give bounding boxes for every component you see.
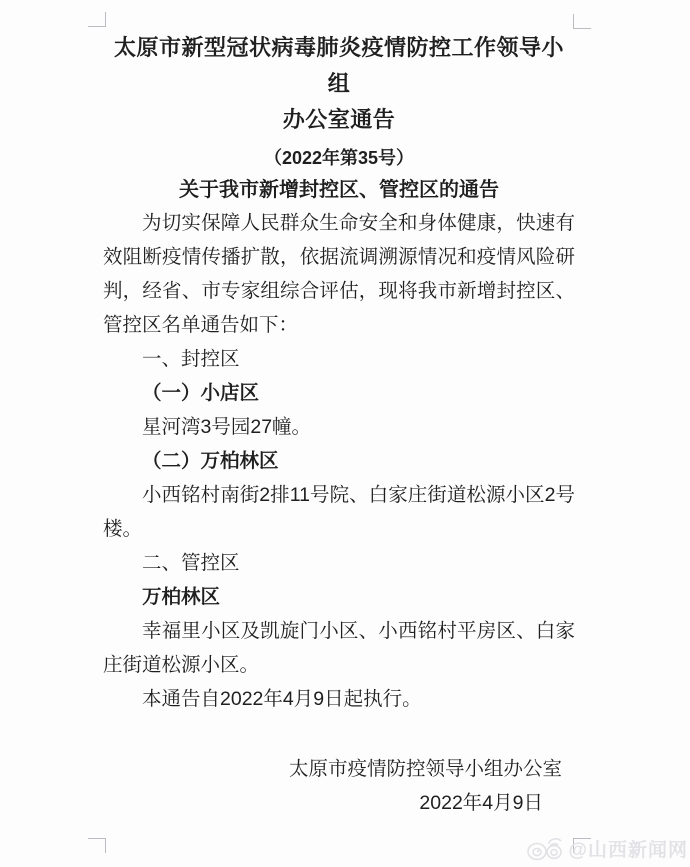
notice-title-line1: 太原市新型冠状病毒肺炎疫情防控工作领导小组	[113, 35, 564, 96]
watermark	[525, 834, 688, 862]
weibo-logo-icon	[525, 834, 567, 862]
crop-mark-top-right	[573, 14, 591, 29]
section2-heading: 二、管控区	[142, 552, 240, 574]
section1-sub1-content: 星河湾3号园27幢。	[142, 416, 312, 438]
effective-date-line: 本通告自2022年4月9日起执行。	[142, 688, 422, 710]
section1-sub2-heading: （二）万柏林区	[142, 450, 279, 472]
crop-mark-bottom-left	[88, 838, 106, 853]
signature-line: 太原市疫情防控领导小组办公室	[288, 758, 562, 780]
section1-sub2-content: 小西铭村南街2排11号院、白家庄街道松源小区2号楼。	[103, 484, 575, 540]
notice-body	[103, 206, 575, 716]
doc-number: （2022年第35号）	[263, 148, 415, 168]
notice-subject: 关于我市新增封控区、管控区的通告	[179, 179, 499, 201]
intro-paragraph: 为切实保障人民群众生命安全和身体健康，快速有效阻断疫情传播扩散，依据流调溯源情况和疫情风险研判，经省、市专家组综合评估，现将我市新增封控区、管控区名单通告如下：	[103, 212, 575, 336]
watermark-text: @山西新闻网	[568, 839, 688, 861]
section1-sub1-heading: （一）小店区	[142, 382, 260, 404]
notice-title-line2: 办公室通告	[282, 107, 396, 132]
notice-content	[103, 0, 575, 820]
section2-sub1-content: 幸福里小区及凯旋门小区、小西铭村平房区、白家庄街道松源小区。	[103, 620, 575, 676]
date-line: 2022年4月9日	[419, 792, 543, 814]
section2-sub1-heading: 万柏林区	[142, 586, 221, 608]
section1-heading: 一、封控区	[142, 348, 240, 370]
